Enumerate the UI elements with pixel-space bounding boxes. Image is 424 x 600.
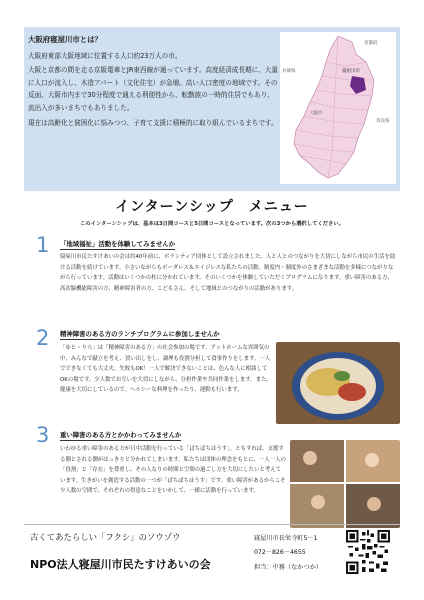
footer-contact: 担当：中務（なかつか） xyxy=(254,564,323,571)
lunch-photo xyxy=(276,342,400,424)
collage-person xyxy=(367,497,381,511)
collage-person xyxy=(303,451,317,465)
section-heading: 精神障害のある方のランチプログラムに参加しませんか xyxy=(60,330,220,338)
collage-person xyxy=(311,495,325,509)
section-body: 寝屋川市民たすけあいの会は約40年前に、ボランティア団体として設立されました。人と人とのつながりを大切にしながら市民の生活を助ける活動を続けています。小さいながらもボーダレス＆エイジレスな私たちの活動。制度内・制度外のさまざまな活動を多様につながりながら行っています。活動はいくつかの柱に分かれています。そのいくつかを体験していただくプログラムになります。重い障害のある方、高次脳機能障害の方、精神障害者の方、こどもさん、そして地域とのつながりの活動があります。 xyxy=(60,254,396,292)
section-heading: 「地域福祉」活動を体験してみませんか xyxy=(60,240,176,248)
collage-photo-1 xyxy=(290,440,344,482)
section-3 xyxy=(24,423,400,528)
menu-title: インターンシップ メニュー xyxy=(115,199,309,215)
footer-address: 寝屋川市長栄寺町5－1 xyxy=(254,535,318,542)
map-label-kyoto: 京都府 xyxy=(364,41,378,46)
activity-photo-collage xyxy=(290,440,400,528)
map-label-osaka-city: 大阪市 xyxy=(310,110,322,115)
section-1 xyxy=(24,232,400,322)
collage-person xyxy=(365,453,379,467)
intro-paragraph-2: 大阪と京都の間を走る京阪電車とJR東西線が通っています。高度経済成長期に、大量に人口が流入し、木造アパート（文化住宅）が急増。高い人口密度の地域です。その反面、大阪市内まで30分程度で通える利便性から、転勤族の一時的住居でもあり、流出入が多いまちでもありました。 xyxy=(28,66,278,112)
section-number: 2 xyxy=(36,326,50,350)
map-label-nara: 奈良県 xyxy=(376,119,390,124)
section-body: 「ゆと・りろ」は「精神障害のある方」の社会参加の場です。アットホームな雰囲気の中、みんなで献立を考え、買い出しをし、調理も役割分担して食事作りをします。一人でできなくても大丈夫。失敗もOK！一人で解決できないことは、色んな人に相談してOKの場です。少人数でお互いを大切にしながら、分担作業や共同作業をします。また、健康を大切にしているので、ヘルシーな料理を作ったり、運動も行います。 xyxy=(60,345,272,394)
photo-food-tomato xyxy=(338,383,366,401)
intro-title: 大阪府寝屋川市とは？ xyxy=(28,35,102,44)
footer-phone: 072－826－4655 xyxy=(254,549,306,556)
footer-tagline: 古くてあたらしい「フクシ」のソウゾウ xyxy=(30,532,181,542)
section-heading: 重い障害のある方とかかわってみませんか xyxy=(60,431,182,439)
intro-paragraph-3: 現在は高齢化と貧困化に悩みつつ、子育て支援に積極的に取り組んでいるまちです。 xyxy=(28,118,278,127)
map-label-hyogo: 兵庫県 xyxy=(282,69,296,74)
footer-organization: NPO法人寝屋川市民たすけあいの会 xyxy=(30,558,211,571)
section-number: 3 xyxy=(36,423,50,447)
intro-text xyxy=(28,34,278,131)
section-2 xyxy=(24,324,400,424)
section-number: 1 xyxy=(36,233,50,257)
qr-code-icon[interactable] xyxy=(346,530,390,574)
photo-food-greens xyxy=(334,371,350,381)
footer-divider xyxy=(24,524,400,525)
menu-subtitle: このインターンシップは、基本は3日間コースと5日間コースとなっています。次の3つから選択してください。 xyxy=(80,221,344,227)
section-body: いわゆる重い障害のある方が日中活動を行っている「ぱちぱちはうす」。ともすれば、支援する側とされる側がはっきりと分かれてしまいます。私たちは団体の理念をもとに、一人一人の「役割」と「存在」を尊重し、その人なりの時間と空間の過ごし方を大切にしたいと考えています。生きがいを創造する活動の一つが「ぱちぱちはうす」です。重い障害があるからこそ少人数の空間で、それぞれの得意なことをいかして、一緒に活動を行っています。 xyxy=(60,446,286,495)
intro-paragraph-1: 大阪府東部大阪地域に位置する人口約23万人の市。 xyxy=(28,51,182,60)
map-label-neyagawa: 寝屋川市 xyxy=(342,69,360,74)
osaka-map xyxy=(280,32,396,184)
